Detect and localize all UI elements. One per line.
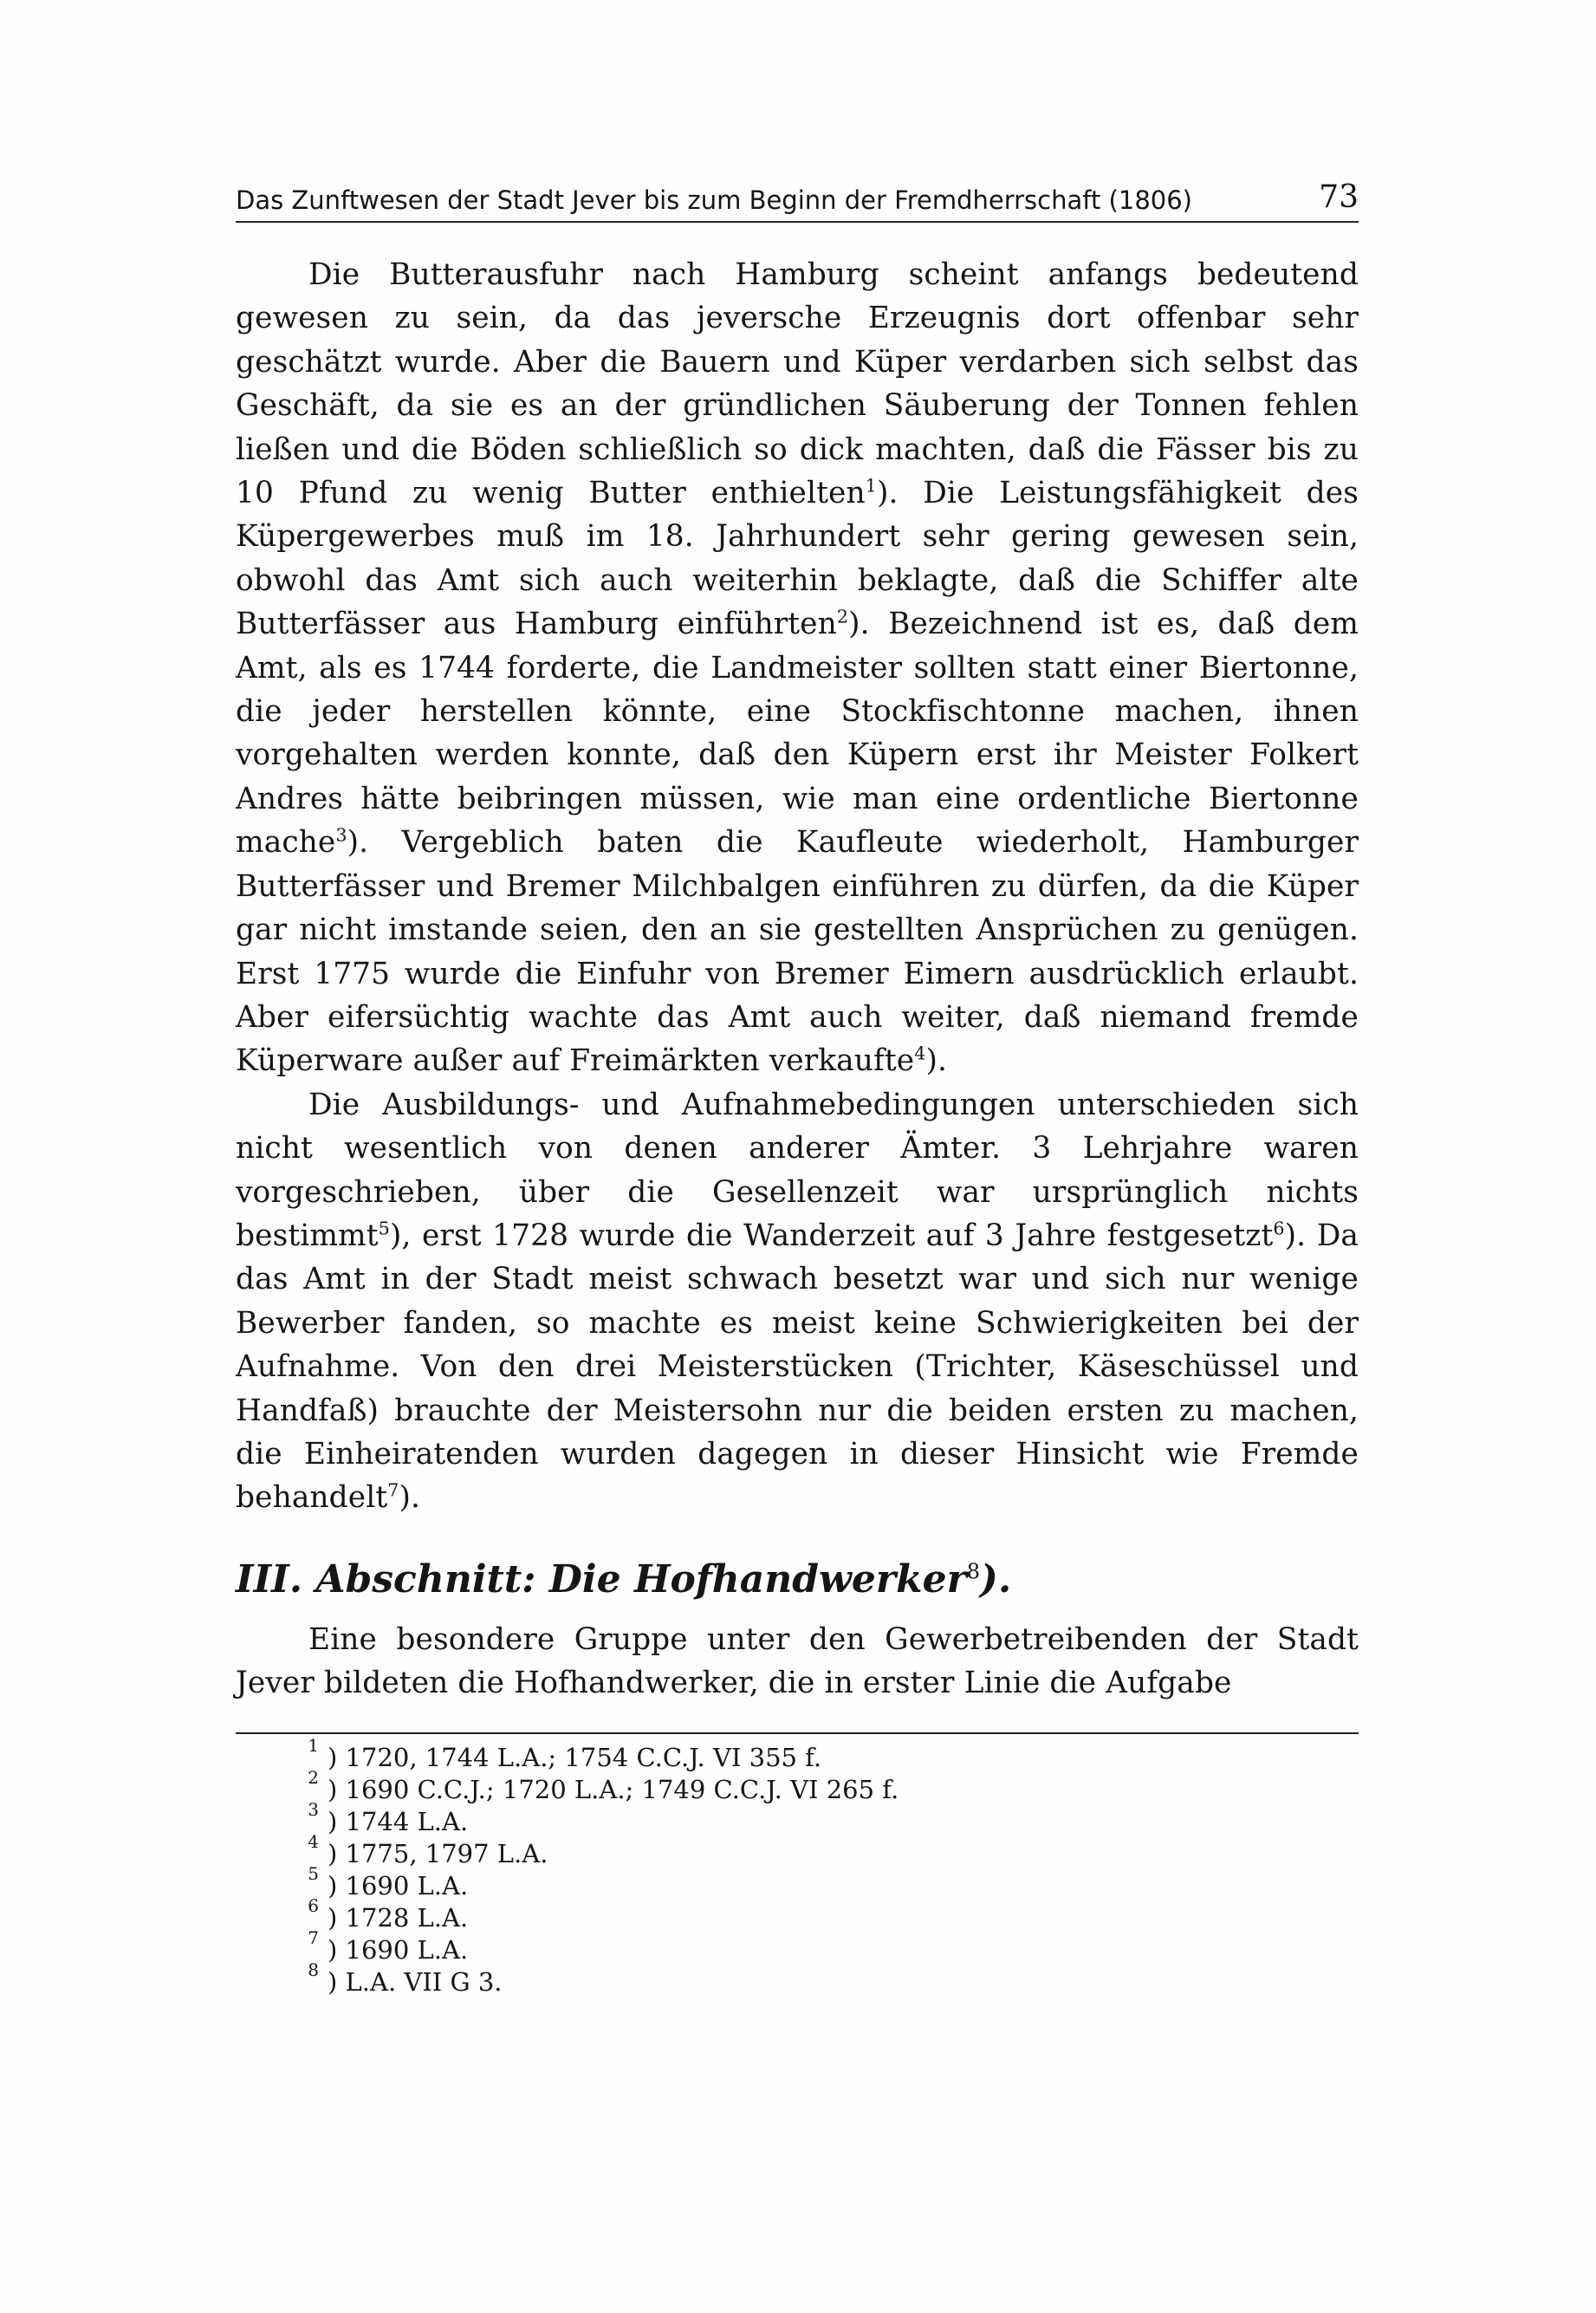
text-segment: ). Vergeblich baten die Kaufleute wiederholt, Hamburger Butterfässer und Bremer Milchbalgen einführen zu dürfen, da die Küper gar nicht imstande seien, den an sie gestellten Ansprüchen zu genügen. Erst 1775 wurde die Einfuhr von Bremer Eimern ausdrücklich erlaubt. Aber eifersüchtig wachte das Amt auch weiter, daß niemand fremde Küperware außer auf Freimärkten verkaufte xyxy=(236,825,1359,1079)
text-segment: Die Ausbildungs- und Aufnahmebedingungen unterschieden sich nicht wesentlich von denen anderer Ämter. 3 Lehrjahre waren vorgeschrieben, über die Gesellenzeit war ursprünglich nichts bestimmt xyxy=(236,1087,1359,1253)
footnote-mark: 6 xyxy=(308,1895,319,1916)
paragraph-training-conditions xyxy=(236,1083,1359,1520)
footnote-text: ) 1690 C.C.J.; 1720 L.A.; 1749 C.C.J. VI 265 f. xyxy=(328,1775,899,1804)
footnote-ref: 2 xyxy=(836,606,849,627)
text-segment: ). Da das Amt in der Stadt meist schwach besetzt war und sich nur wenige Bewerber fanden, so machte es meist keine Schwierigkeiten bei der Aufnahme. Von den drei Meisterstücken (Trichter, Käseschüssel und Handfaß) brauchte der Meistersohn nur die beiden ersten zu machen, die Einheiratenden wurden dagegen in dieser Hinsicht wie Fremde behandelt xyxy=(236,1218,1359,1516)
footnote-mark: 1 xyxy=(308,1735,319,1756)
footnote-ref: 1 xyxy=(865,475,877,497)
text-segment: ). xyxy=(925,1043,948,1079)
footnote-ref: 5 xyxy=(378,1218,390,1239)
footnote-mark: 4 xyxy=(308,1831,319,1852)
footnote-ref: 6 xyxy=(1273,1218,1285,1239)
text-segment: ). Die Leistungsfähigkeit des Küpergewerbes muß im 18. Jahrhundert sehr gering gewesen sein, obwohl das Amt sich auch weiterhin beklagte, daß die Schiffer alte Butterfässer aus Hamburg einführten xyxy=(236,476,1359,642)
text-segment: ), erst 1728 wurde die Wanderzeit auf 3 Jahre festgesetzt xyxy=(389,1218,1274,1253)
footnote-ref: 7 xyxy=(387,1479,399,1501)
running-head-title: Das Zunftwesen der Stadt Jever bis zum Beginn der Fremdherrschaft (1806) xyxy=(236,185,1192,215)
footnotes-list xyxy=(295,1735,1334,1998)
footnote-item xyxy=(295,1735,1334,1774)
footnote-text: ) 1690 L.A. xyxy=(328,1871,469,1900)
footnote-item xyxy=(295,1831,1334,1870)
running-head xyxy=(236,170,1359,215)
footnote-item xyxy=(295,1959,1334,1998)
footnote-text: ) 1775, 1797 L.A. xyxy=(328,1839,548,1868)
section-body xyxy=(236,1618,1359,1706)
section-heading-tail: ). xyxy=(980,1557,1012,1602)
footnote-ref: 3 xyxy=(335,824,347,846)
section-heading-text: III. Abschnitt: Die Hofhandwerker xyxy=(236,1557,967,1602)
footnote-mark: 5 xyxy=(308,1863,319,1884)
footnote-text: ) L.A. VII G 3. xyxy=(328,1967,503,1997)
footnote-item xyxy=(295,1895,1334,1934)
footnote-mark: 2 xyxy=(308,1767,319,1788)
paragraph-court-craftsmen: Eine besondere Gruppe unter den Gewerbetreibenden der Stadt Jever bildeten die Hofhandwerker, die in erster Linie die Aufgabe xyxy=(236,1622,1359,1701)
footnote-ref: 8 xyxy=(966,1559,981,1584)
footnote-ref: 4 xyxy=(914,1043,926,1064)
footnote-text: ) 1690 L.A. xyxy=(328,1935,469,1965)
footnote-text: ) 1720, 1744 L.A.; 1754 C.C.J. VI 355 f. xyxy=(328,1743,822,1772)
section-heading xyxy=(236,1556,1359,1604)
footnote-text: ) 1744 L.A. xyxy=(328,1807,469,1836)
header-rule xyxy=(236,221,1359,223)
footnote-item xyxy=(295,1863,1334,1902)
paragraph-butter-export xyxy=(236,253,1359,1083)
footnote-mark: 7 xyxy=(308,1927,319,1948)
footnote-text: ) 1728 L.A. xyxy=(328,1903,469,1933)
page-number: 73 xyxy=(1319,179,1359,215)
footnote-mark: 8 xyxy=(308,1959,319,1980)
footnote-item xyxy=(295,1767,1334,1806)
text-segment: ). xyxy=(399,1480,421,1516)
body-text xyxy=(236,253,1359,1520)
footnote-item xyxy=(295,1799,1334,1838)
text-segment: ). Bezeichnend ist es, daß dem Amt, als es 1744 forderte, die Landmeister sollten statt einer Biertonne, die jeder herstellen könnte, eine Stockfischtonne machen, ihnen vorgehalten werden konnte, daß den Küpern erst ihr Meister Folkert Andres hätte beibringen müssen, wie man eine ordentliche Biertonne mache xyxy=(236,607,1359,861)
footnote-rule xyxy=(236,1732,1359,1734)
footnote-item xyxy=(295,1927,1334,1966)
text-segment: Die Butterausfuhr nach Hamburg scheint anfangs bedeutend gewesen zu sein, da das jeversche Erzeugnis dort offenbar sehr geschätzt wurde. Aber die Bauern und Küper verdarben sich selbst das Geschäft, da sie es an der gründlichen Säuberung der Tonnen fehlen ließen und die Böden schließlich so dick machten, daß die Fässer bis zu 10 Pfund zu wenig Butter enthielten xyxy=(236,257,1359,511)
footnote-mark: 3 xyxy=(308,1799,319,1820)
